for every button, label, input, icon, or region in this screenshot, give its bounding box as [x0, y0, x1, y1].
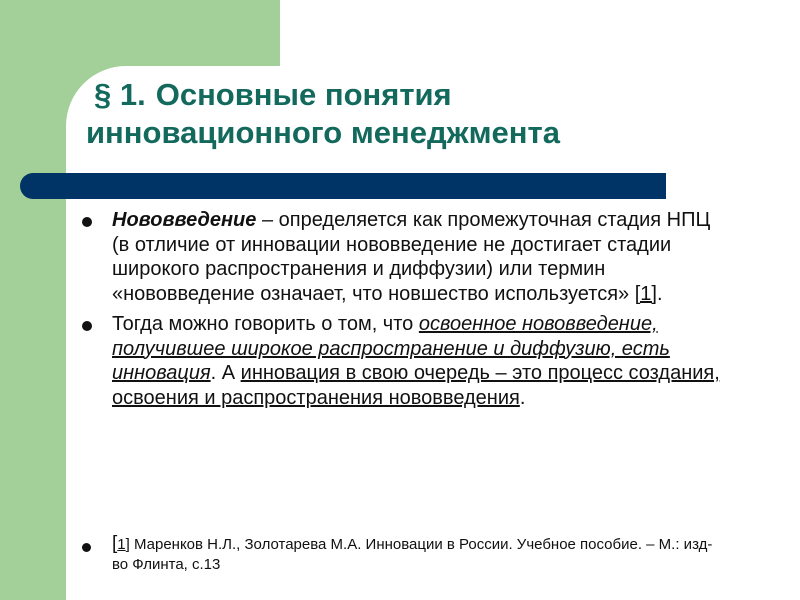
bullet-2-pre: Тогда можно говорить о том, что: [112, 313, 419, 335]
footnote-item: [80, 534, 720, 575]
footnote-mark: [1]: [112, 533, 130, 554]
bullet-dot-icon: [82, 217, 92, 227]
title-divider-bar: [20, 173, 666, 199]
slide-body: [80, 208, 720, 410]
bullet-2-end: .: [519, 386, 526, 409]
section-sign: § 1.: [94, 77, 146, 112]
bullet-1-text: – определяется как промежуточная стадия НПЦ (в отличие от инновации нововведение не достигает стадии широкого распространения и диффузии) или термин «нововведение означает, что новшество используется»: [112, 209, 711, 305]
slide-title: [86, 76, 706, 152]
bullet-dot-icon: [82, 321, 92, 331]
title-line-1: [86, 76, 706, 114]
term-innovation: Нововведение: [112, 209, 257, 231]
bullet-1-end: .: [656, 282, 663, 305]
footnote-number-link[interactable]: 1: [117, 536, 126, 553]
footnote-text: Маренков Н.Л., Золотарева М.А. Инновации в России. Учебное пособие. – М.: изд-во Флинта, с.13: [112, 536, 713, 573]
definition-link-underlined[interactable]: инновация в свою очередь – это процесс создания, освоения и распространения нововведения: [112, 362, 720, 409]
bullet-dot-icon: [82, 543, 91, 552]
bullet-item-2: [80, 312, 720, 410]
footnote: [80, 534, 720, 575]
citation-link[interactable]: [1]: [634, 282, 657, 305]
definition-link-italic[interactable]: освоенное нововведение, получившее широкое распространение и диффузию, есть инновация: [112, 313, 670, 384]
title-line-1-text: Основные понятия: [155, 77, 452, 112]
bullet-2-mid: . А: [210, 362, 241, 384]
bullet-item-1: [80, 208, 720, 306]
title-line-2: инновационного менеджмента: [86, 115, 560, 150]
